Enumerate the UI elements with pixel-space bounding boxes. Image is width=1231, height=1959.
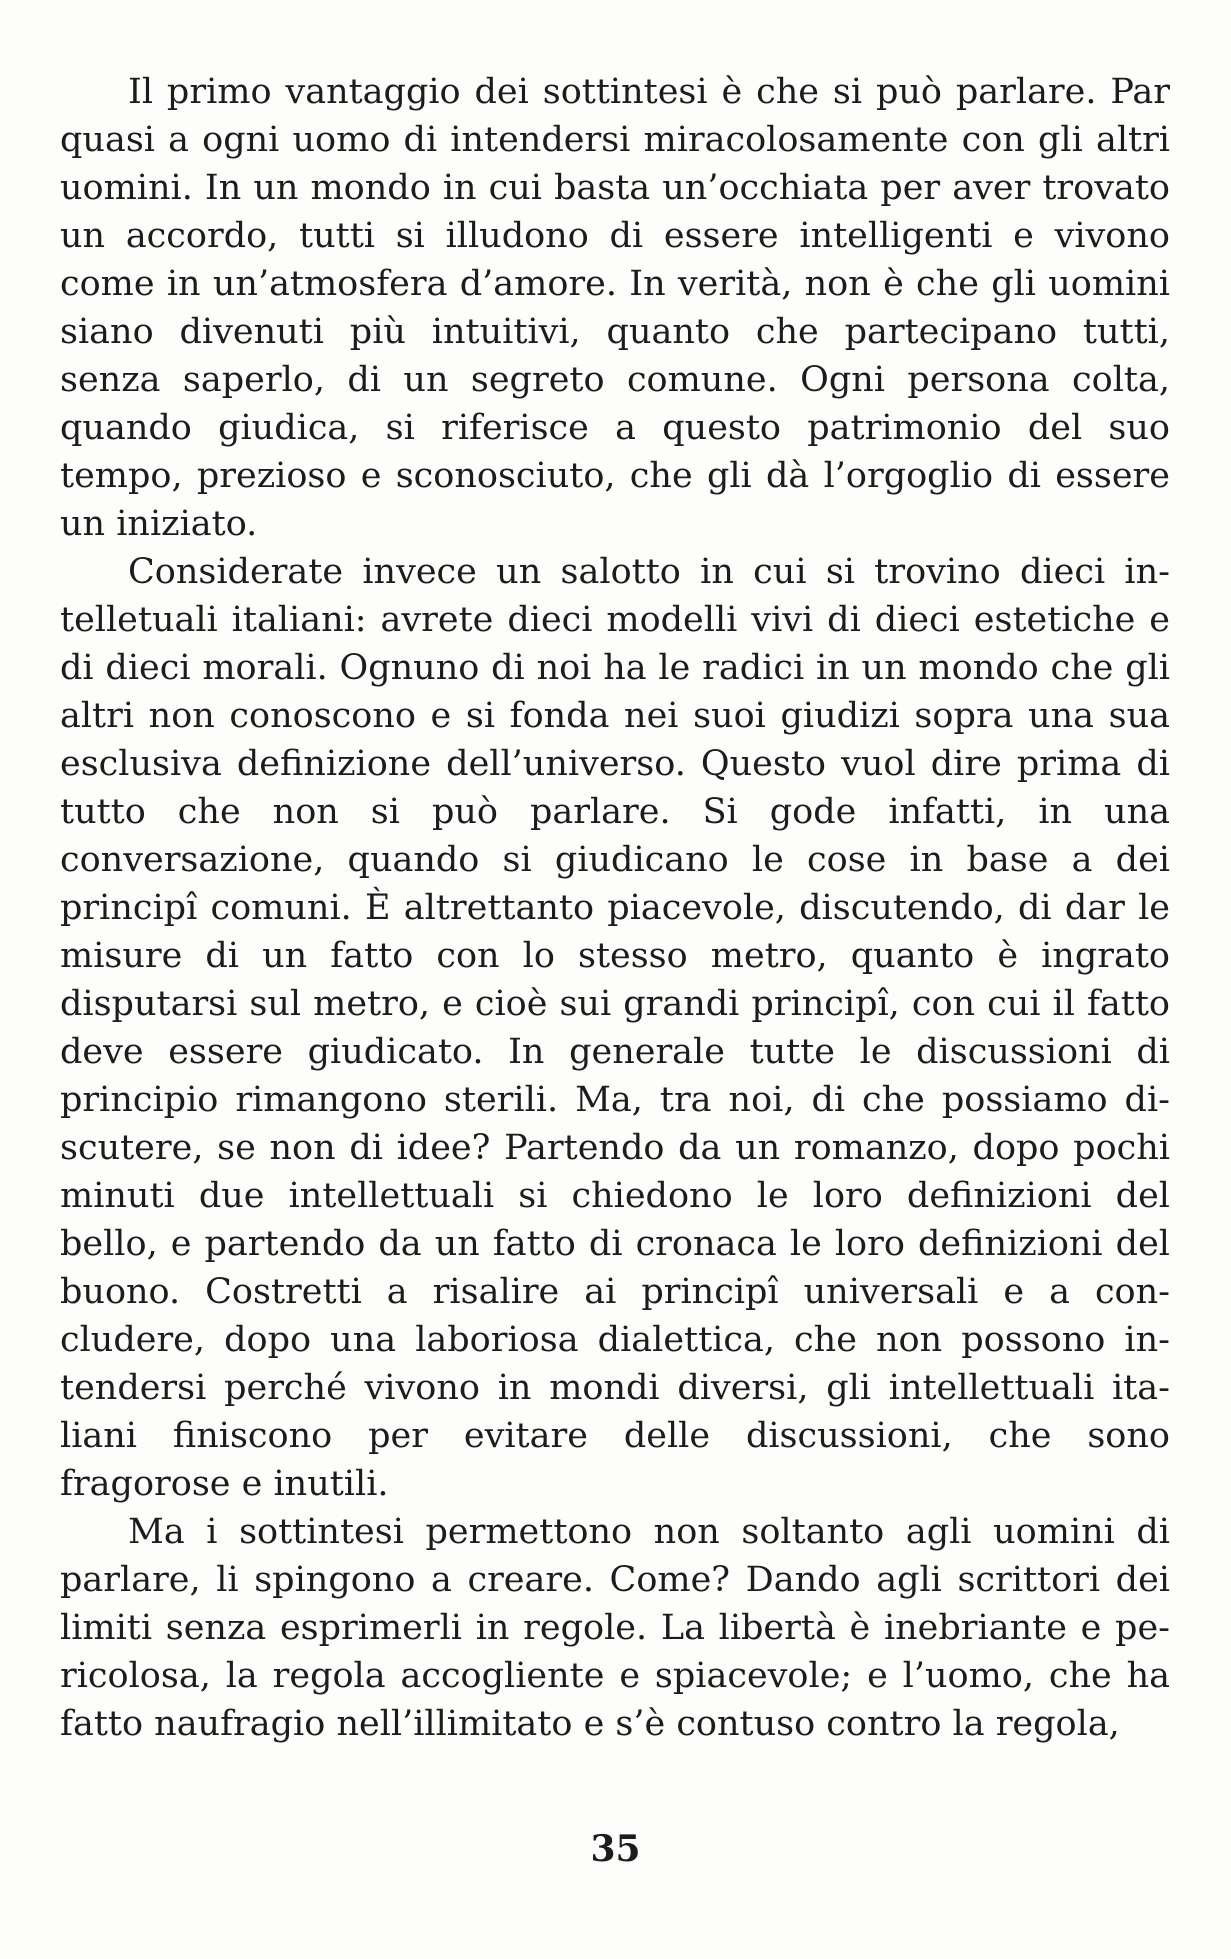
page-number: 35 (590, 1828, 641, 1870)
paragraph-1: Il primo vantaggio dei sottintesi è che si può parlare. Par quasi a ogni uomo di intendersi miracolosamente con gli altri uomini. In un mondo in cui basta un’occhiata per aver trovato un accordo, tutti si illudono di essere intelligenti e vivono come in un’atmosfera d’amore. In verità, non è che gli uomini siano divenuti più intuitivi, quanto che partecipano tutti, senza saperlo, di un segreto comune. Ogni persona colta, quando giudica, si riferisce a questo patrimonio del suo tempo, prezioso e sconosciuto, che gli dà l’orgoglio di essere un iniziato. (60, 72, 1170, 544)
paragraph-2: Considerate invece un salotto in cui si trovino dieci intelletuali italiani: avrete dieci modelli vivi di dieci estetiche e di dieci morali. Ognuno di noi ha le radici in un mondo che gli altri non conoscono e si fonda nei suoi giudizi sopra una sua esclusiva definizione dell’universo. Questo vuol dire prima di tutto che non si può parlare. Si gode infatti, in una conversazione, quando si giudicano le cose in base a dei principî comuni. È altrettanto piacevole, discutendo, di dar le misure di un fatto con lo stesso metro, quanto è ingrato disputarsi sul metro, e cioè sui grandi principî, con cui il fatto deve essere giudicato. In generale tutte le discussioni di principio rimangono sterili. Ma, tra noi, di che possiamo discutere, se non di idee? Partendo da un romanzo, dopo pochi minuti due intellettuali si chiedono le loro definizioni del bello, e partendo da un fatto di cronaca le loro definizioni del buono. Costretti a risalire ai principî universali e a concludere, dopo una laboriosa dialettica, che non possono intendersi perché vivono in mondi diversi, gli intellettuali italiani finiscono per evitare delle discussioni, che sono fragorose e inutili. (60, 552, 1170, 1504)
paragraph-3: Ma i sottintesi permettono non soltanto agli uomini di parlare, li spingono a creare. Come? Dando agli scrittori dei limiti senza esprimerli in regole. La libertà è inebriante e pericolosa, la regola accogliente e spiacevole; e l’uomo, che ha fatto naufragio nell’illimitato e s’è contuso contro la regola, (60, 1512, 1170, 1744)
body-text (60, 68, 1170, 1748)
